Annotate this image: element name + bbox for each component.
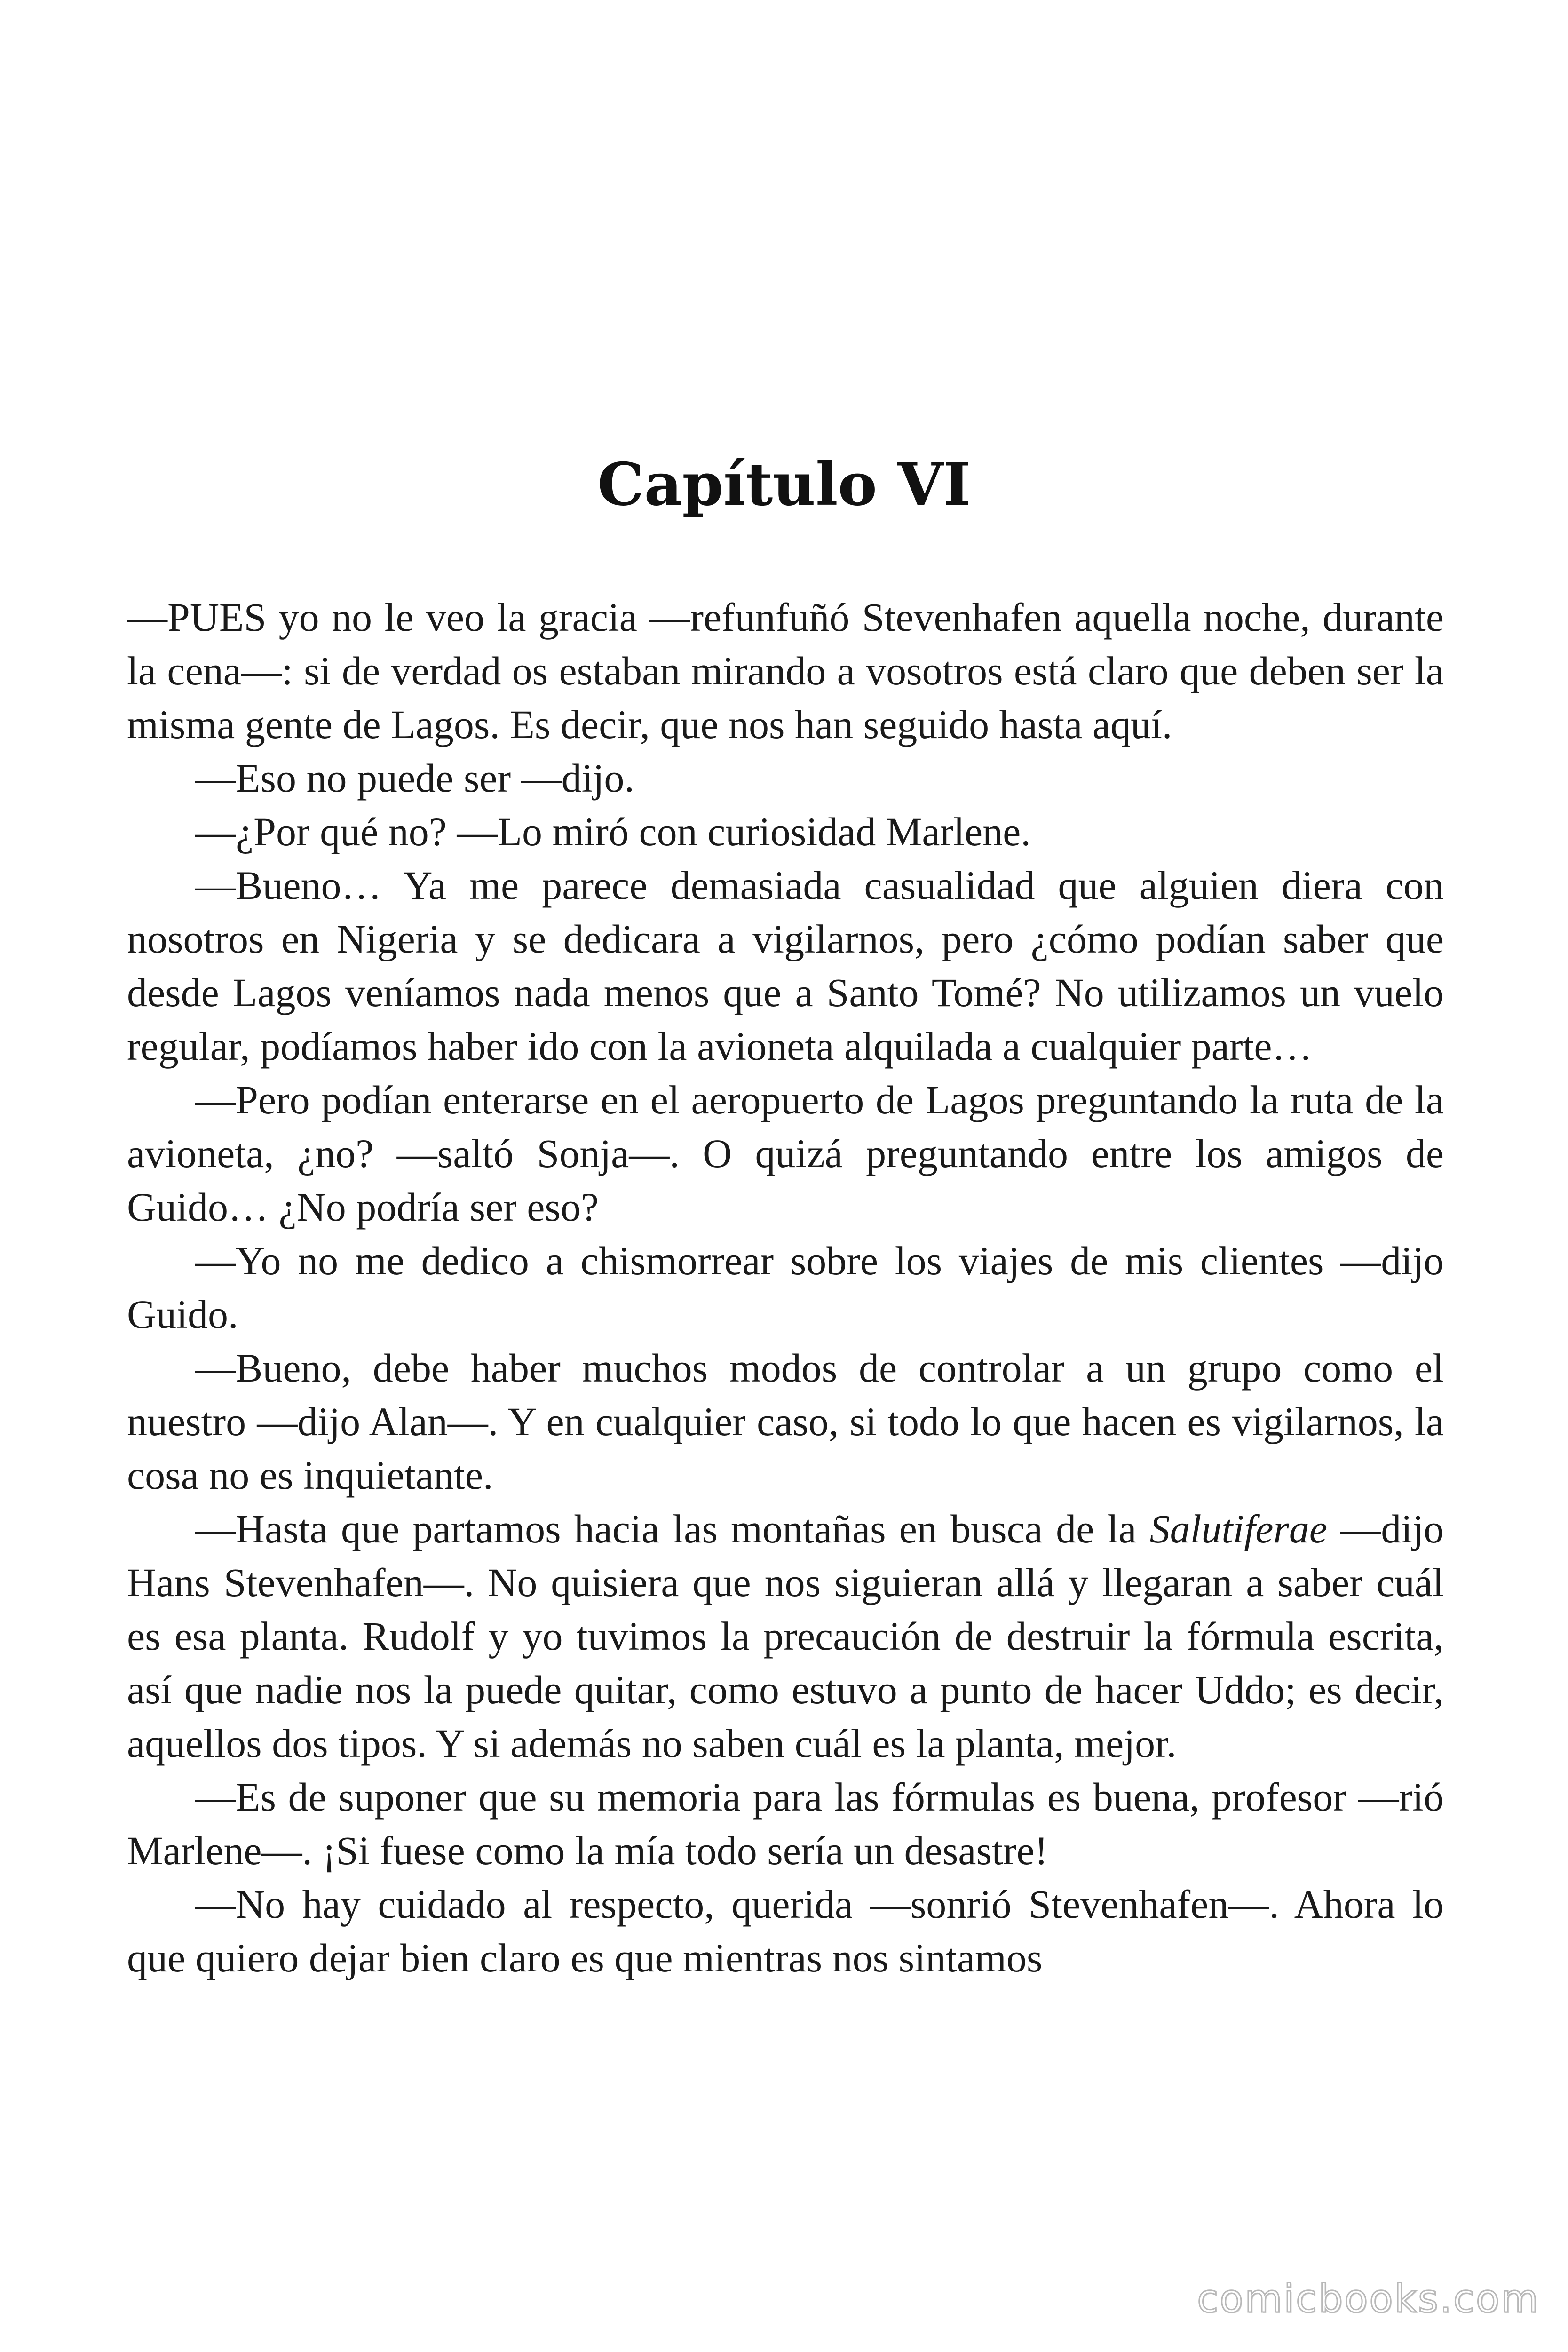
- watermark: comicbooks.com: [1197, 2277, 1540, 2321]
- paragraph-text: —Hasta que partamos hacia las montañas en busca de la: [195, 1506, 1150, 1551]
- paragraph: —Es de suponer que su memoria para las fórmulas es buena, profesor —rió Marlene—. ¡Si fuese como la mía todo sería un desastre!: [127, 1774, 1444, 1873]
- paragraph: —Yo no me dedico a chismorrear sobre los viajes de mis clientes —dijo Guido.: [127, 1238, 1444, 1337]
- paragraph-text: —dijo Hans Stevenhafen—. No quisiera que nos siguieran allá y llegaran a saber cuál es esa planta. Rudolf y yo tuvimos la precaución de destruir la fórmula escrita, así que nadie nos la puede quitar, como estuvo a punto de hacer Uddo; es decir, aquellos dos tipos. Y si además no saben cuál es la planta, mejor.: [127, 1506, 1444, 1766]
- paragraph: —Pero podían enterarse en el aeropuerto de Lagos preguntando la ruta de la avioneta, ¿no? —saltó Sonja—. O quizá preguntando entre los amigos de Guido… ¿No podría ser eso?: [127, 1077, 1444, 1230]
- paragraph: —PUES yo no le veo la gracia —refunfuñó Stevenhafen aquella noche, durante la cena—: si de verdad os estaban mirando a vosotros está claro que deben ser la misma gente de Lagos. Es decir, que nos han seguido hasta aquí.: [127, 595, 1444, 747]
- paragraph: —Bueno… Ya me parece demasiada casualidad que alguien diera con nosotros en Nigeria y se dedicara a vigilarnos, pero ¿cómo podían saber que desde Lagos veníamos nada menos que a Santo Tomé? No utilizamos un vuelo regular, podíamos haber ido con la avioneta alquilada a cualquier parte…: [127, 863, 1444, 1069]
- paragraph: —Bueno, debe haber muchos modos de controlar a un grupo como el nuestro —dijo Alan—. Y en cualquier caso, si todo lo que hacen es vigilarnos, la cosa no es inquietante.: [127, 1345, 1444, 1498]
- paragraph: —¿Por qué no? —Lo miró con curiosidad Marlene.: [195, 809, 1031, 854]
- paragraph: —Eso no puede ser —dijo.: [195, 755, 634, 801]
- paragraph: —No hay cuidado al respecto, querida —sonrió Stevenhafen—. Ahora lo que quiero dejar bien claro es que mientras nos sintamos: [127, 1882, 1444, 1980]
- italic-plant-name: Salutiferae: [1149, 1506, 1328, 1551]
- paragraph: [127, 1502, 1444, 1770]
- chapter-body: [127, 590, 1444, 1985]
- chapter-title: Capítulo VI: [597, 450, 971, 519]
